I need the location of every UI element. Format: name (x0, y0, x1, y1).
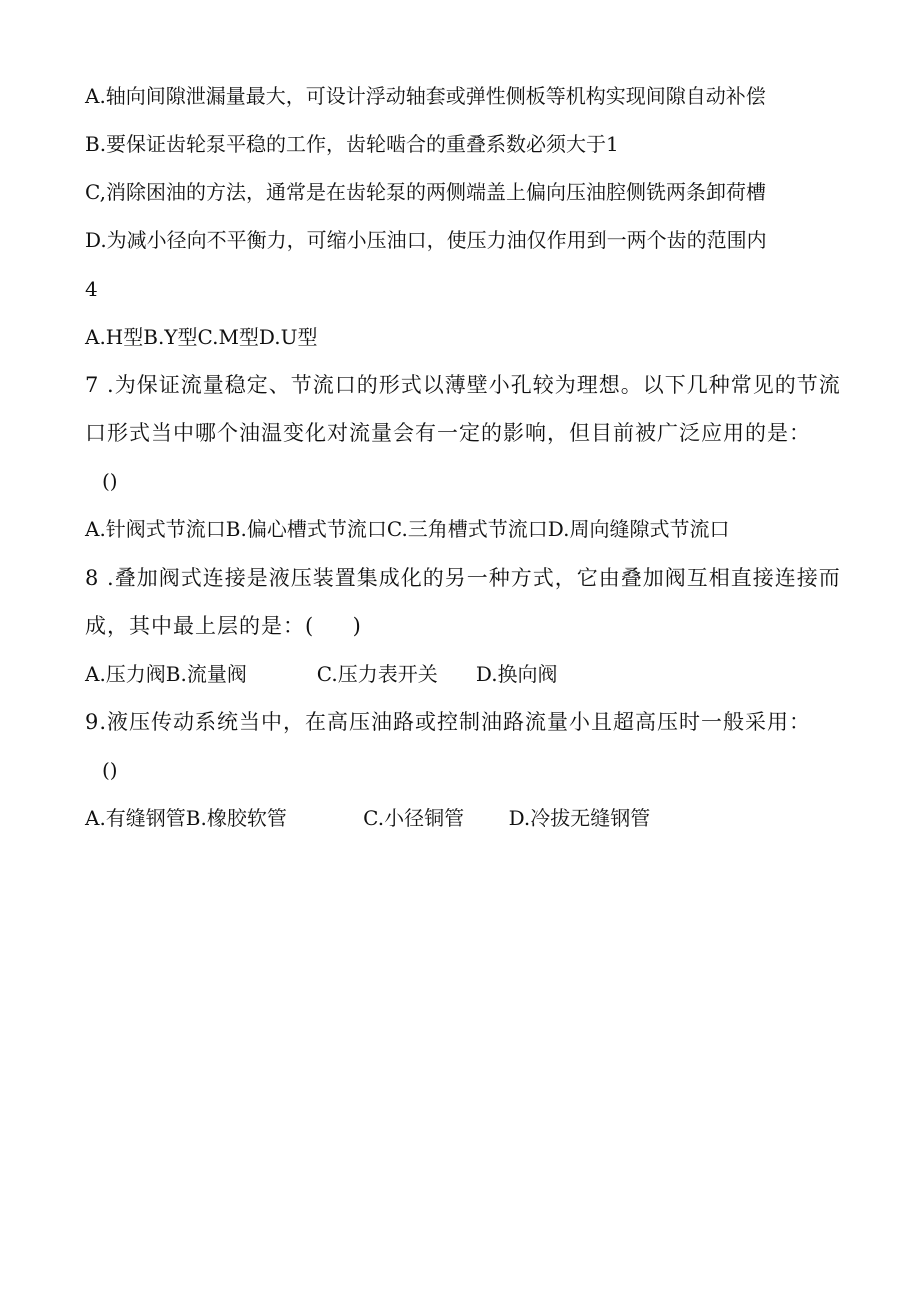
answer-blank: () (102, 469, 118, 493)
option-line: A.针阀式节流口B.偏心槽式节流口C.三角槽式节流口D.周向缝隙式节流口 (85, 517, 730, 541)
option-line: B.要保证齿轮泵平稳的工作，齿轮啮合的重叠系数必须大于1 (85, 132, 619, 156)
option-line: A.有缝钢管B.橡胶软管 C.小径铜管 D.冷拔无缝钢管 (85, 806, 651, 830)
option-line: A.压力阀B.流量阀 C.压力表开关 D.换向阀 (85, 662, 558, 686)
option-line: A.轴向间隙泄漏量最大，可设计浮动轴套或弹性侧板等机构实现间隙自动补偿 (85, 84, 766, 108)
question-number: 4 (85, 277, 98, 301)
question-text: 口形式当中哪个油温变化对流量会有一定的影响，但目前被广泛应用的是： (85, 421, 811, 445)
question-text: 8 .叠加阀式连接是液压装置集成化的另一种方式，它由叠加阀互相直接连接而 (85, 566, 841, 590)
question-text: 成，其中最上层的是：( ) (85, 614, 362, 638)
question-text: 7 .为保证流量稳定、节流口的形式以薄壁小孔较为理想。以下几种常见的节流 (85, 373, 841, 397)
option-line: C,消除困油的方法，通常是在齿轮泵的两侧端盖上偏向压油腔侧铣两条卸荷槽 (85, 180, 766, 204)
question-text: 9.液压传动系统当中，在高压油路或控制油路流量小且超高压时一般采用： (85, 710, 812, 734)
answer-blank: () (102, 758, 118, 782)
option-line: A.H型B.Y型C.M型D.U型 (85, 325, 318, 349)
option-line: D.为减小径向不平衡力，可缩小压油口，使压力油仅作用到一两个齿的范围内 (85, 228, 767, 252)
